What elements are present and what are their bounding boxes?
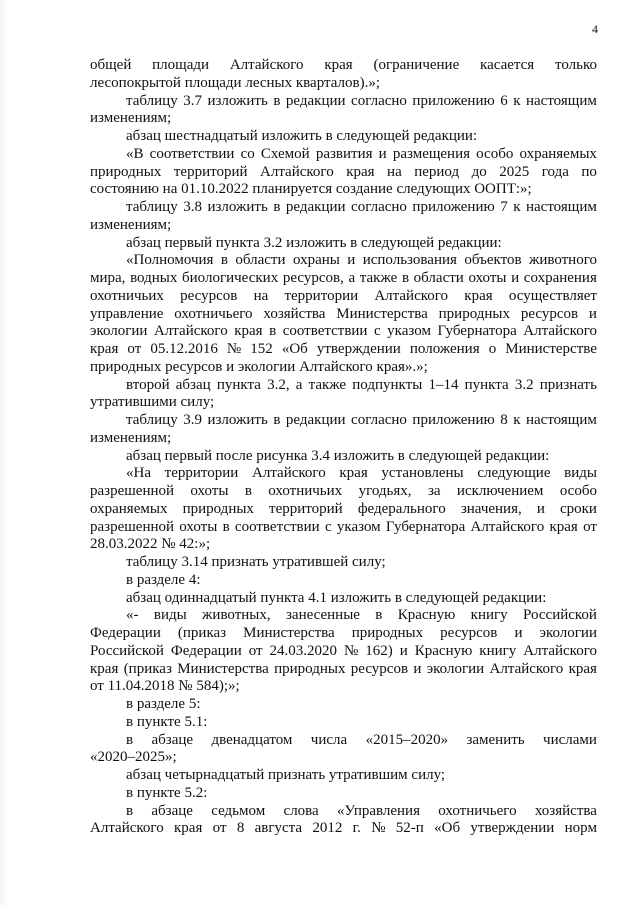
word: Алтайского [252,465,326,482]
word: № [226,341,242,357]
word: охотничьих [90,287,164,304]
word: приложению [412,412,495,428]
word: Министерства [336,305,428,322]
word: от [212,820,227,837]
word: Алтайского [523,323,597,340]
word: хозяйства [263,305,326,322]
word: с [324,518,332,535]
word: охраняемых [519,145,597,162]
word: от [248,642,263,659]
word: 3.9 [183,412,202,428]
text-line [90,448,597,466]
word: абзаце [151,802,193,819]
text-line [90,430,597,448]
word: экологии [539,625,597,641]
word: согласно [351,199,407,215]
line-text: от 11.04.2018 № 584);»; [90,678,240,695]
word: указом [387,323,431,340]
text-line [90,661,597,679]
text-line [90,377,597,395]
word: «На [126,465,151,482]
word: редакции [285,412,346,428]
word: приложению [412,199,495,215]
word: и [536,500,545,517]
line-text: лесопокрытой площади лесных кварталов).»; [90,74,381,91]
word: до [471,163,487,180]
word: Российской [523,607,597,624]
word: № [371,820,386,837]
word: редакции [285,92,346,109]
word: угодьях, [358,483,412,499]
word: Губернатора [385,518,466,535]
word: области [235,252,286,269]
scan-edge-shadow [0,0,8,905]
word: объектов [464,252,522,269]
word: «Полномочия [126,252,214,269]
word: 8 [236,820,245,837]
word: Алтайского [374,287,449,304]
text-line [90,554,597,572]
word: и [514,625,523,641]
word: особо [476,145,514,162]
word: Красную [397,607,456,624]
word: от [583,518,597,535]
word: края [234,323,263,340]
word: также [359,270,398,286]
text-line [90,199,597,217]
word: числа [310,731,348,748]
text-line [90,394,597,412]
word: развития [315,145,373,162]
word: изложить [207,412,268,428]
word: сроки [559,500,597,517]
word: экологии [90,323,148,340]
word: седьмом [211,802,266,819]
word: 24.03.2020 [269,642,338,659]
word: установлены [381,465,464,482]
word: края [568,660,597,677]
text-line [90,714,597,732]
text-line [90,306,597,324]
word: виды [564,465,597,482]
line-text: изменениям; [90,429,172,446]
word: 8 [500,412,508,428]
text-line [90,93,597,111]
word: ресурсов [180,287,238,304]
word: только [554,57,597,73]
text-line [90,536,597,554]
word: 3.2, [267,376,290,393]
word: также [308,376,347,393]
word: особо [559,483,597,499]
word: «Об [281,341,308,357]
word: Алтайского [489,660,564,677]
word: 52-п [395,820,424,837]
word: № [344,642,359,659]
word: а [295,376,303,393]
word: 3.7 [183,92,202,109]
word: области [413,270,464,286]
word: (приказ [123,660,172,677]
word: в [273,92,281,109]
word: признать [539,376,597,393]
text-line [90,288,597,306]
text-line [90,607,597,625]
word: Министерстве [505,341,597,357]
text-line [90,785,597,803]
word: и [378,145,387,162]
text-line [90,57,597,75]
text-line [90,252,597,270]
line-text: утратившими силу; [90,394,215,411]
word: в [269,323,277,340]
word: утверждении [470,820,555,837]
word: Алтайского [153,323,228,340]
word: 1–14 [428,376,459,393]
text-line [90,678,597,696]
word: природных [90,163,162,180]
word: настоящим [525,92,597,109]
text-line [90,181,597,199]
line-text: изменениям; [90,110,172,127]
word: согласно [351,92,407,109]
text-line [90,270,597,288]
word: в [401,270,410,286]
word: настоящим [525,199,597,215]
word: Федерации [170,642,242,659]
word: ресурсов [520,305,579,322]
text-line [90,146,597,164]
text-line [90,501,597,519]
word: «Об [434,820,461,837]
word: и [399,642,408,659]
word: на [387,163,402,180]
word: следующие [477,465,551,482]
line-text: в пункте 5.1: [126,713,208,730]
word: заменить [466,731,525,748]
word: края [549,518,578,535]
word: Алтайского [260,163,334,180]
word: края [90,660,119,677]
text-line [90,767,597,785]
word: значения, [460,500,522,517]
word: охотничьего [174,305,253,322]
word: г. [352,820,361,837]
line-text: в разделе 5: [126,696,201,712]
word: водных [130,270,178,286]
word: указом [336,518,381,535]
line-text: в пункте 5.2: [126,784,208,801]
word: августа [254,820,303,837]
line-text: 28.03.2022 № 42:»; [90,536,211,553]
word: размещения [392,145,471,162]
word: территорий [173,163,248,180]
word: таблицу [126,92,178,109]
word: года [541,163,569,180]
text-line [90,483,597,501]
text-line [90,110,597,128]
word: второй [126,376,170,393]
word: края [346,163,375,180]
line-text: абзац одиннадцатый пункта 4.1 изложить в следующей редакции: [126,589,547,606]
word: 152 [250,341,273,357]
word: изложить [207,92,268,109]
word: Алтайского [90,820,164,837]
word: за [427,483,441,499]
word: к [513,412,521,428]
word: (приказ [177,625,227,641]
word: площади [152,57,210,73]
line-text: природных ресурсов и экологии Алтайского края».»; [90,358,428,375]
word: и [588,305,597,322]
word: охоты [179,518,218,535]
word: осуществляет [508,287,597,304]
text-line [90,217,597,235]
word: 3.8 [183,199,202,215]
word: края [324,57,353,73]
text-line [90,696,597,714]
word: приложению [412,92,495,109]
word: пункта [464,376,509,393]
word: от [127,341,142,357]
word: Министерства [243,625,335,641]
text-line [90,590,597,608]
word: таблицу [126,199,178,215]
word: соответствии [149,145,235,162]
word: 3.2 [514,376,534,393]
word: пункта [216,376,261,393]
line-text: «2020–2025»; [90,749,177,766]
text-line [90,625,597,643]
word: в [273,412,281,428]
word: сохранения [523,270,597,286]
word: охотничьего [438,802,517,819]
text-line [90,412,597,430]
word: утверждении [316,341,401,357]
text-line [90,732,597,750]
line-text: абзац четырнадцатый признать утратившим силу; [126,767,446,783]
word: Алтайского [470,518,545,535]
text-line [90,235,597,253]
word: со [240,145,255,162]
word: природных [438,305,511,322]
line-text: состоянию на 01.10.2022 планируется создание следующих ООПТ:»; [90,181,532,198]
word: «- [126,607,139,624]
word: ресурсов [350,660,409,677]
word: в [220,252,228,269]
word: к [513,199,521,215]
word: ресурсов [440,625,498,641]
text-line [90,128,597,146]
word: и [511,270,520,286]
word: «2015–2020» [365,731,449,748]
word: таблицу [126,412,178,428]
word: охраняемых [90,500,168,517]
word: ресурсов, [282,270,344,286]
word: исключением [456,483,544,499]
line-text: изменениям; [90,216,172,233]
word: настоящим [525,412,597,428]
word: Министерства [177,660,269,677]
word: края [339,465,368,482]
word: Российской [90,642,164,659]
word: управление [90,305,164,322]
word: к [513,92,521,109]
line-text: в разделе 4: [126,571,201,588]
word: период [414,163,460,180]
text-line [90,803,597,821]
text-line [90,323,597,341]
word: природных [274,660,346,677]
word: соответствии [282,323,368,340]
line-text: абзац шестнадцатый изложить в следующей редакции: [126,128,478,144]
word: о [488,341,497,357]
word: согласно [351,412,407,428]
word: экологии [426,660,485,677]
text-line [90,749,597,767]
word: 7 [500,199,508,215]
word: по [581,163,597,180]
word: 162) [365,642,393,659]
word: двенадцатом [211,731,293,748]
word: Алтайского [523,642,597,659]
line-text: абзац первый после рисунка 3.4 изложить в следующей редакции: [126,447,550,464]
text-line [90,164,597,182]
line-text: абзац первый пункта 3.2 изложить в следующей редакции: [126,234,502,251]
word: общей [90,57,132,73]
word: «Управления [337,802,420,819]
word: Алтайского [229,57,304,73]
word: подпункты [352,376,423,393]
text-line [90,820,597,838]
word: соответствии [234,518,320,535]
word: 05.12.2016 [150,341,218,357]
word: территорий [269,500,343,517]
word: использования [362,252,457,269]
word: Федерации [90,625,161,641]
word: в [375,607,383,624]
word: края [464,287,493,304]
text-line [90,341,597,359]
word: и [347,252,356,269]
word: разрешенной [90,518,175,535]
word: норм [564,820,597,837]
word: охотничьих [268,483,343,499]
word: изложить [207,199,268,215]
word: в [126,731,134,748]
word: абзац [175,376,211,393]
word: на [253,287,269,304]
word: «В [126,145,144,162]
word: охоты [190,483,229,499]
word: разрешенной [90,483,175,499]
word: животного [528,252,597,269]
word: территории [164,465,239,482]
word: природных [182,500,254,517]
text-line [90,519,597,537]
line-text: таблицу 3.14 признать утратившей силу; [126,554,386,570]
word: редакции [285,199,346,215]
document-body [90,57,597,838]
word: края [174,820,203,837]
word: а [348,270,356,286]
word: (ограничение [373,57,460,73]
word: 2012 [312,820,343,837]
word: края [90,341,119,357]
word: числами [543,731,597,748]
word: Красную [414,642,473,659]
word: в [244,483,252,499]
text-line [90,572,597,590]
word: территории [284,287,359,304]
word: занесенные [286,607,360,624]
word: и [413,660,422,677]
word: в [222,518,230,535]
word: природных [351,625,424,641]
word: охоты [468,270,507,286]
word: 6 [500,92,508,109]
word: хозяйства [534,802,597,819]
word: 2025 [499,163,530,180]
word: с [373,323,381,340]
word: мира, [90,270,126,286]
text-line [90,465,597,483]
page-number: 4 [592,22,598,36]
word: виды [153,607,187,624]
word: животных, [202,607,271,624]
word: слова [283,802,319,819]
text-line [90,75,597,93]
word: положения [409,341,480,357]
word: книгу [479,642,517,659]
word: Губернатора [437,323,517,340]
word: биологических [182,270,279,286]
text-line [90,643,597,661]
text-line [90,359,597,377]
word: федерального [357,500,446,517]
word: касается [480,57,535,73]
word: Схемой [260,145,310,162]
word: книгу [470,607,508,624]
word: в [126,802,134,819]
word: в [273,199,281,215]
word: охраны [292,252,340,269]
word: абзаце [151,731,194,748]
